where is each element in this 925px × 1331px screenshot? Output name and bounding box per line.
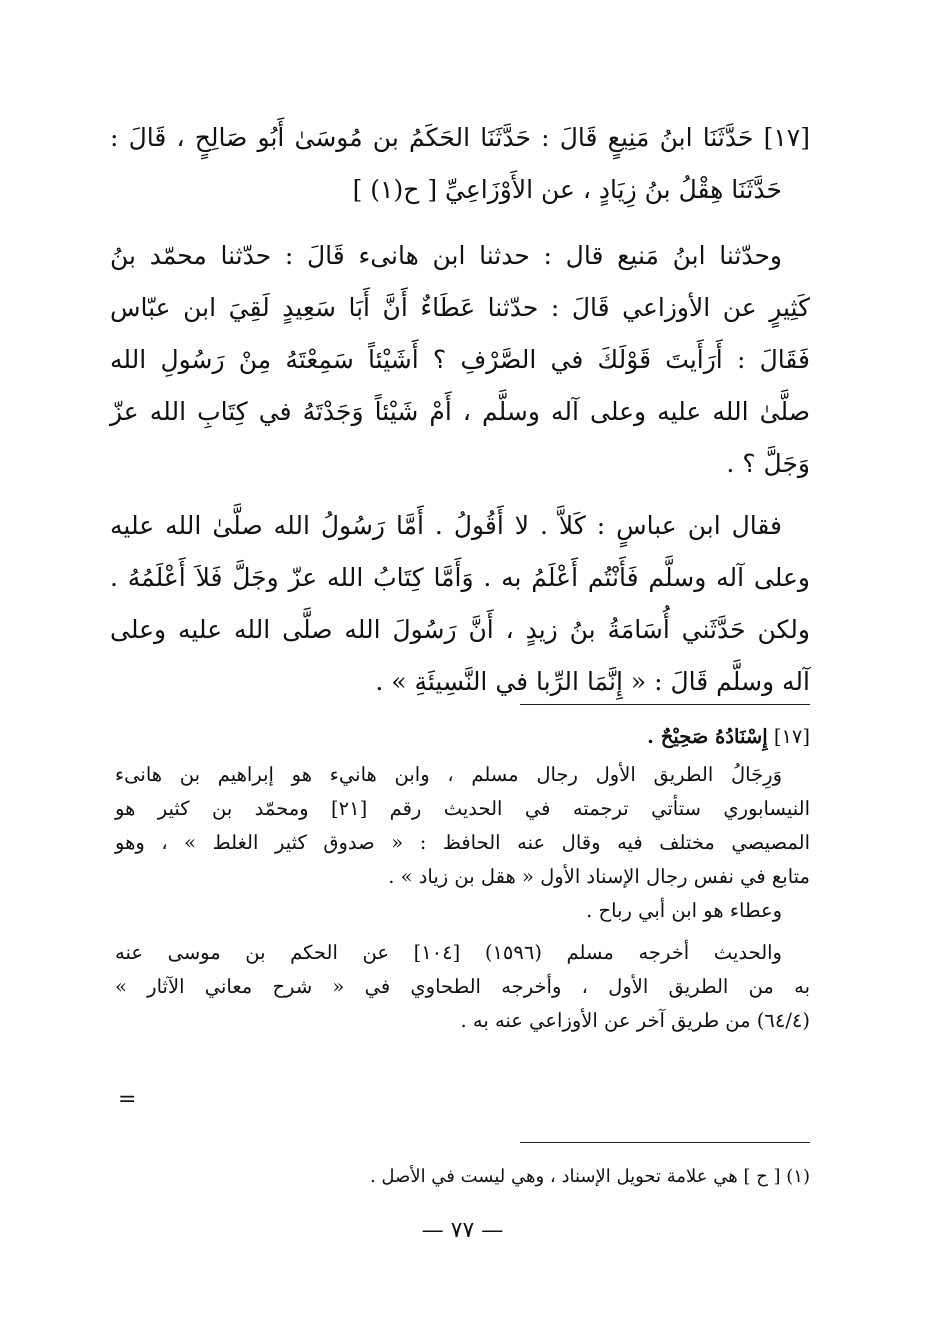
footnote: [115, 1162, 810, 1192]
hadith-text: [110, 112, 810, 708]
commentary-heading: [115, 720, 810, 754]
hadith-para3-line: آله وسلَّم قَالَ : « إِنَّمَا الرِّبا في النَّسِيئَةِ » .: [375, 667, 810, 696]
footnote-separator: [520, 1142, 810, 1143]
commentary-heading-text: إِسْنَادُهُ صَحِيْحٌ .: [647, 725, 768, 748]
commentary-para3-line: والحديث أخرجه مسلم (١٥٩٦) [١٠٤] عن الحكم بن موسى عنه: [115, 941, 782, 964]
commentary-para1-line: متابع في نفس رجال الإسناد الأول « هقل بن زياد » .: [388, 865, 810, 888]
commentary-para3-line: (٦٤/٤) من طريق آخر عن الأوزاعي عنه به .: [460, 1009, 810, 1032]
commentary-para3-line: به من الطريق الأول ، وأخرجه الطحاوي في « شرح معاني الآثار »: [115, 975, 810, 998]
hadith-para3-line: ولكن حَدَّثَني أُسَامَةُ بنُ زيدٍ ، أَنَّ رَسُولَ الله صلَّى الله عليه وعلى: [110, 615, 810, 644]
hadith-para2-line: فَقَالَ : أَرَأَيتَ قَوْلَكَ في الصَّرْفِ ؟ أَشَيْئاً سَمِعْتَهُ مِنْ رَسُولِ الله: [110, 345, 810, 374]
hadith-para2-line: صلَّىٰ الله عليه وعلى آله وسلَّم ، أَمْ شَيْئاً وَجَدْتَهُ في كِتَابِ الله عزّ: [110, 397, 810, 426]
commentary-para1-line: المصيصي مختلف فيه وقال عنه الحافظ : « صدوق كثير الغلط » ، وهو: [115, 831, 810, 854]
footnote-text: (١) [ ح ] هي علامة تحويل الإسناد ، وهي ليست في الأصل .: [369, 1166, 810, 1187]
hadith-para3-line: وعلى آله وسلَّم فَأَنْتُم أَعْلَمُ به . وَأَمَّا كِتَابُ الله عزّ وجَلَّ فَلاَ أَعْلَمُهُ .: [110, 563, 810, 592]
hadith-line-1: [١٧] حَدَّثَنَا ابنُ مَنِيعٍ قَالَ : حَدَّثَنَا الحَكَمُ بن مُوسَىٰ أَبُو صَالِحٍ ، قَالَ :: [110, 123, 810, 152]
page-number: — ٧٧ —: [421, 1218, 504, 1243]
continuation-mark: =: [118, 1087, 137, 1112]
hadith-number: [١٧]: [763, 123, 810, 152]
commentary-para1-line: النيسابوري ستأتي ترجمته في الحديث رقم [٢١] ومحمّد بن كثير هو: [115, 797, 810, 820]
commentary-separator: [520, 704, 810, 705]
commentary-para1-line: وَرِجَالُ الطريق الأول رجال مسلم ، وابن هانيء هو إبراهيم بن هانىء: [115, 763, 782, 786]
commentary-para2: وعطاء هو ابن أبي رباح .: [586, 899, 782, 922]
hadith-para3-line: فقال ابن عباسٍ : كَلاَّ . لا أَقُولُ . أَمَّا رَسُولُ الله صلَّىٰ الله عليه: [110, 511, 782, 540]
hadith-para2-line: وَجَلَّ ؟ .: [726, 449, 810, 478]
hadith-para2-line: وحدّثنا ابنُ مَنيع قال : حدثنا ابن هانىء قَالَ : حدّثنا محمّد بنُ: [110, 241, 782, 270]
hadith-para2-line: كَثِيرٍ عن الأوزاعي قَالَ : حدّثنا عَطَاءٌ أَنَّ أَبَا سَعِيدٍ لَقِيَ ابن عبّاس: [110, 293, 810, 322]
hadith-line-2: حَدَّثَنَا هِقْلُ بنُ زِيَادٍ ، عن الأَوْزَاعِيِّ [ ح(١) ]: [352, 175, 782, 204]
commentary-text: [115, 720, 810, 1038]
commentary-number: [١٧]: [773, 725, 810, 748]
